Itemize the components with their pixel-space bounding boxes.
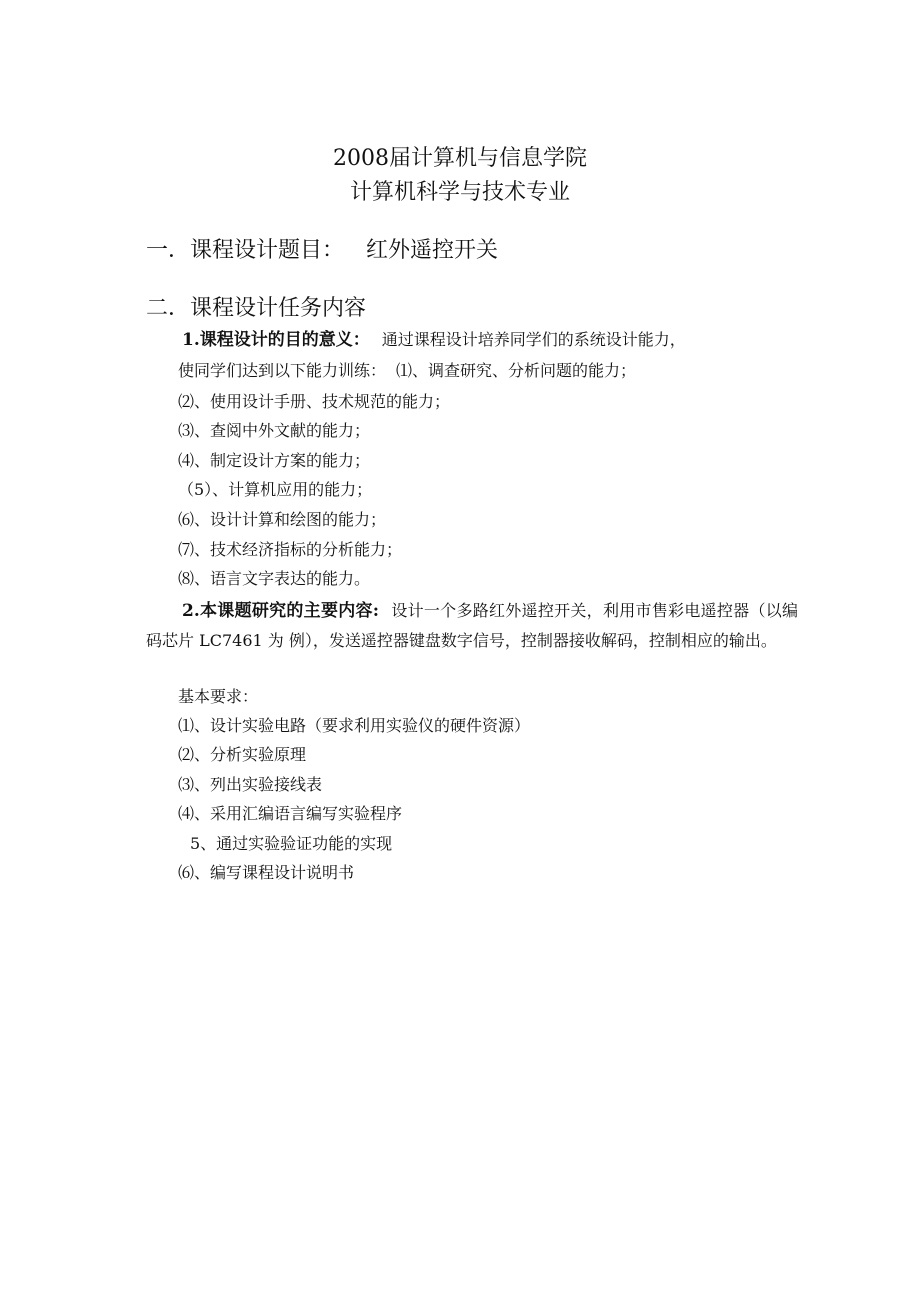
list-item: ⑺、技术经济指标的分析能力；	[178, 540, 403, 559]
section-1-value: 红外遥控开关	[366, 238, 499, 263]
purpose-text-b: 使同学们达到以下能力训练：	[178, 361, 387, 380]
section-2-heading	[146, 294, 366, 324]
list-item: ⑷、制定设计方案的能力；	[178, 451, 371, 470]
section-2-number: 二．	[146, 296, 191, 321]
list-item: ⑴、调查研究、分析问题的能力；	[396, 361, 637, 380]
college-title: 2008届计算机与信息学院	[333, 146, 587, 171]
list-item: ⑹、设计计算和绘图的能力；	[178, 510, 387, 529]
list-item: ⑻、语言文字表达的能力。	[178, 569, 371, 588]
list-item: ⑵、使用设计手册、技术规范的能力；	[178, 392, 451, 411]
purpose-line-2	[178, 359, 636, 383]
list-item: ⑹、编写课程设计说明书	[178, 863, 355, 882]
content-label: 2.本课题研究的主要内容:	[182, 601, 380, 621]
content-text: 设计一个多路红外遥控开关，利用市售彩电遥控器（以编码芯片 LC7461 为 例），发送遥控器键盘数字信号，控制器接收解码，控制相应的输出。	[146, 601, 798, 650]
list-item: ⑷、采用汇编语言编写实验程序	[178, 804, 403, 823]
purpose-label: 1.课程设计的目的意义：	[182, 330, 370, 350]
section-1-heading	[146, 236, 498, 266]
requirements-label: 基本要求：	[178, 687, 259, 706]
list-item: 5、通过实验验证功能的实现	[190, 834, 393, 853]
content-paragraph	[146, 596, 798, 655]
purpose-line	[182, 328, 686, 352]
section-2-label: 课程设计任务内容	[190, 296, 367, 321]
list-item: ⑵、分析实验原理	[178, 745, 307, 764]
section-1-number: 一．	[146, 238, 191, 263]
list-item: ⑴、设计实验电路（要求利用实验仪的硬件资源）	[178, 716, 531, 735]
list-item: ⑶、列出实验接线表	[178, 775, 323, 794]
section-1-label: 课程设计题目：	[190, 238, 345, 263]
list-item: （5）、计算机应用的能力；	[178, 480, 373, 499]
purpose-text-a: 通过课程设计培养同学们的系统设计能力，	[381, 330, 686, 349]
list-item: ⑶、查阅中外文献的能力；	[178, 421, 371, 440]
major-title: 计算机科学与技术专业	[349, 180, 570, 205]
